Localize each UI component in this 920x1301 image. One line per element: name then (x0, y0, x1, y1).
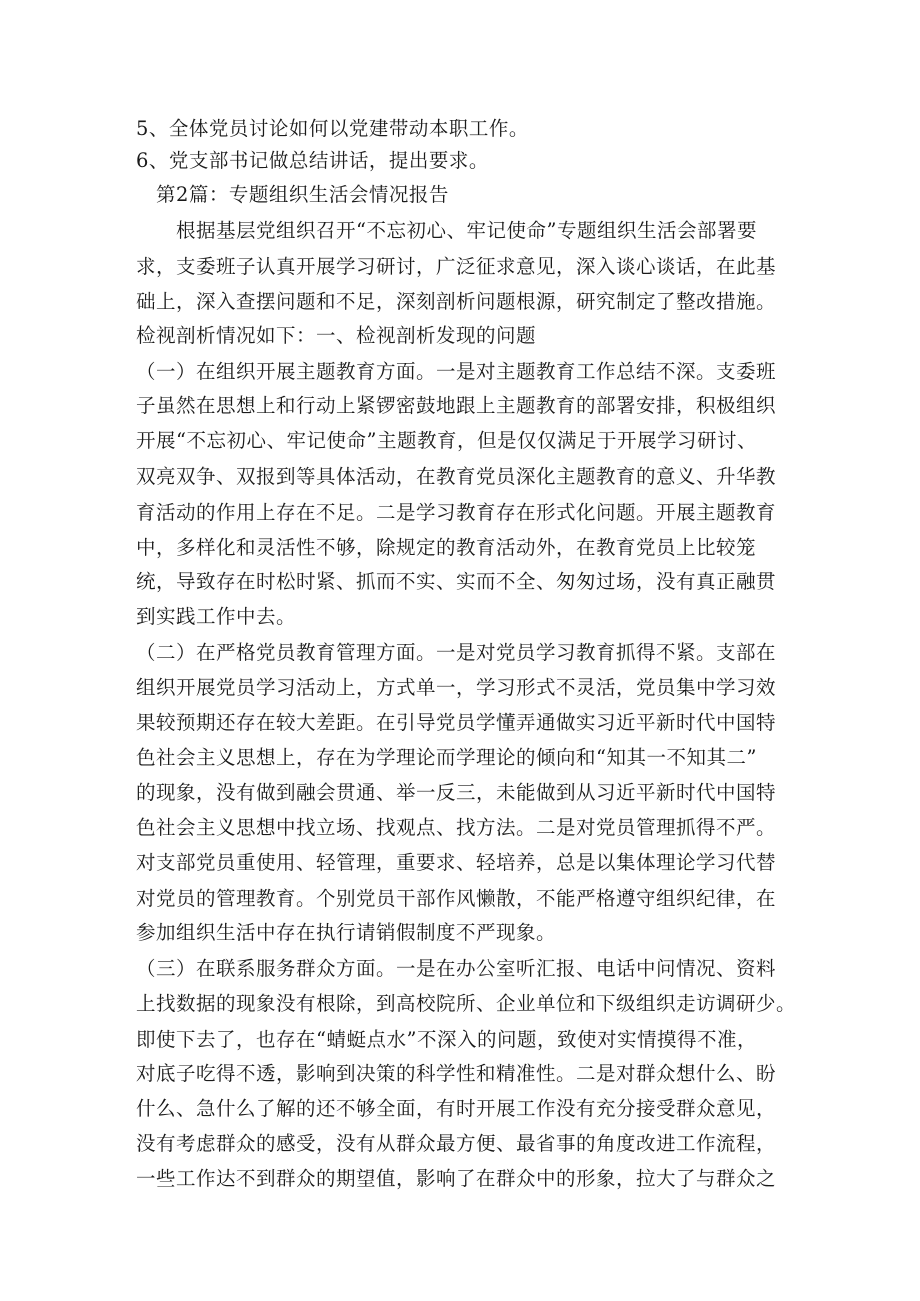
paragraph-line: 础上，深入查摆问题和不足，深刻剖析问题根源，研究制定了整改措施。 (136, 290, 777, 313)
paragraph-line: 双亮双争、双报到等具体活动，在教育党员深化主题教育的意义、升华教 (136, 465, 777, 488)
paragraph-line: 中，多样化和灵活性不够，除规定的教育活动外，在教育党员上比较笼 (136, 536, 757, 559)
paragraph-line: 求，支委班子认真开展学习研讨，广泛征求意见，深入谈心谈话，在此基 (136, 255, 777, 278)
paragraph-line: 的现象，没有做到融会贯通、举一反三，未能做到从习近平新时代中国特 (136, 781, 777, 804)
paragraph-line: （一）在组织开展主题教育方面。一是对主题教育工作总结不深。支委班 (136, 360, 777, 383)
paragraph-line: （三）在联系服务群众方面。一是在办公室听汇报、电话中问情况、资料 (136, 957, 777, 980)
paragraph-line: 开展“不忘初心、牢记使命”主题教育，但是仅仅满足于开展学习研讨、 (136, 429, 757, 452)
paragraph-line: 没有考虑群众的感受，没有从群众最方便、最省事的角度改进工作流程， (136, 1132, 777, 1155)
paragraph-line: 色社会主义思想中找立场、找观点、找方法。二是对党员管理抓得不严。 (136, 816, 777, 839)
paragraph-line: 统，导致存在时松时紧、抓而不实、实而不全、匆匆过场，没有真正融贯 (136, 570, 777, 593)
paragraph-line: 什么、急什么了解的还不够全面，有时开展工作没有充分接受群众意见， (136, 1097, 777, 1120)
paragraph-line: 参加组织生活中存在执行请销假制度不严现象。 (136, 921, 557, 944)
paragraph-line: 对支部党员重使用、轻管理，重要求、轻培养，总是以集体理论学习代替 (136, 851, 777, 874)
paragraph-line: 到实践工作中去。 (136, 605, 297, 628)
paragraph-line: 上找数据的现象没有根除，到高校院所、企业单位和下级组织走访调研少。 (136, 992, 797, 1015)
paragraph-line: 检视剖析情况如下：一、检视剖析发现的问题 (136, 324, 537, 347)
paragraph-line: 色社会主义思想上，存在为学理论而学理论的倾向和“知其一不知其二” (136, 746, 757, 769)
paragraph-line: 育活动的作用上存在不足。二是学习教育存在形式化问题。开展主题教育 (136, 501, 777, 524)
paragraph-line: 根据基层党组织召开“不忘初心、牢记使命”专题组织生活会部署要 (136, 219, 757, 242)
paragraph-line: 果较预期还存在较大差距。在引导党员学懂弄通做实习近平新时代中国特 (136, 711, 777, 734)
list-item-5: 5、全体党员讨论如何以党建带动本职工作。 (136, 117, 529, 140)
paragraph-line: 对底子吃得不透，影响到决策的科学性和精准性。二是对群众想什么、盼 (136, 1062, 777, 1085)
list-item-6: 6、党支部书记做总结讲话，提出要求。 (136, 149, 489, 172)
paragraph-line: 子虽然在思想上和行动上紧锣密鼓地跟上主题教育的部署安排，积极组织 (136, 394, 777, 417)
paragraph-line: 组织开展党员学习活动上，方式单一，学习形式不灵活，党员集中学习效 (136, 676, 777, 699)
paragraph-line: 即使下去了，也存在“蜻蜓点水”不深入的问题，致使对实情摸得不准， (136, 1028, 757, 1051)
section-heading: 第2篇：专题组织生活会情况报告 (136, 183, 449, 206)
paragraph-line: （二）在严格党员教育管理方面。一是对党员学习教育抓得不紧。支部在 (136, 641, 777, 664)
paragraph-line: 对党员的管理教育。个别党员干部作风懒散，不能严格遵守组织纪律，在 (136, 887, 777, 910)
paragraph-line: 一些工作达不到群众的期望值，影响了在群众中的形象，拉大了与群众之 (136, 1167, 777, 1190)
